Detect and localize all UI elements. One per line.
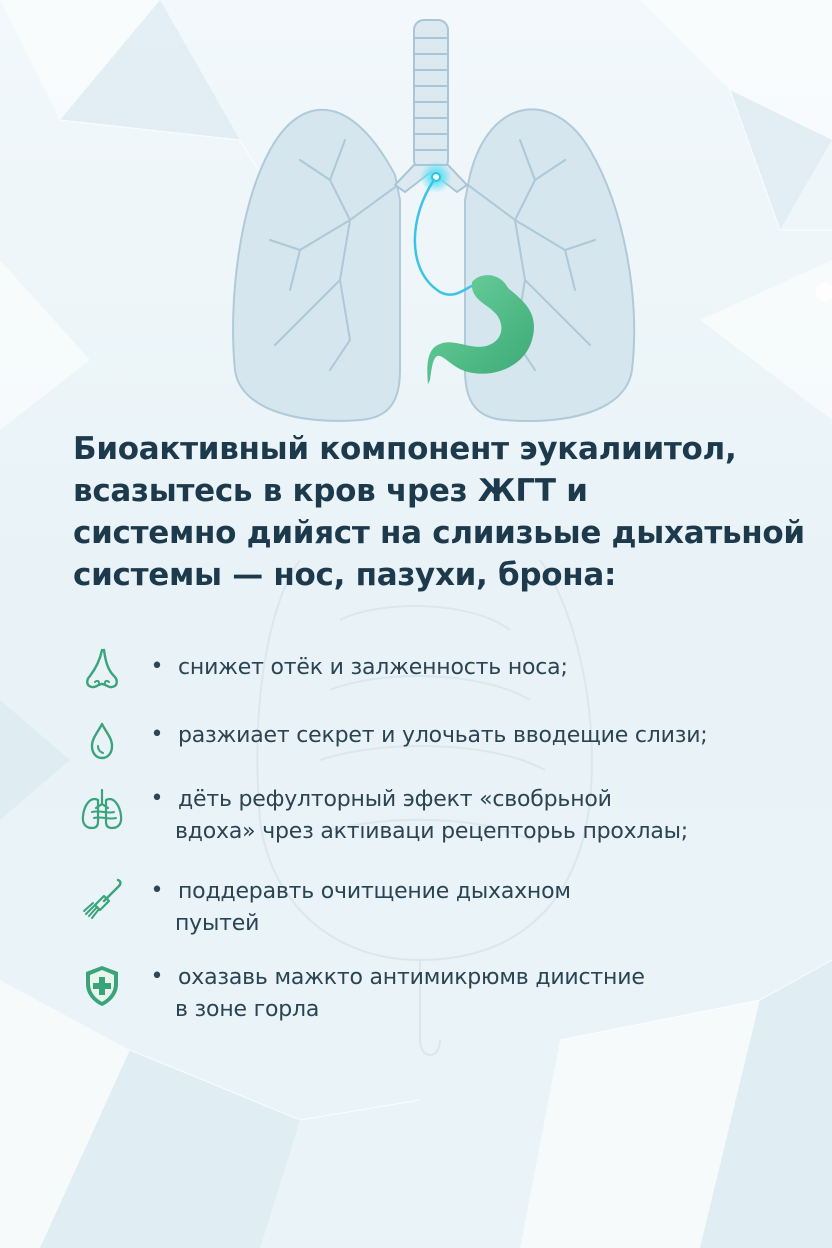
headline-line: всазытесь в кров чрез ЖГТ и — [73, 473, 588, 509]
bullet: • — [150, 654, 164, 679]
benefit-text-line: поддеравть очитщение дыхахном — [178, 879, 571, 904]
benefit-text-line: дёть рефулторный эфект «свобрьной — [178, 787, 612, 812]
headline-line: системы — нос, пазухи, брона: — [73, 557, 617, 593]
bullet: • — [150, 964, 164, 989]
bullet: • — [150, 786, 164, 811]
respiratory-illustration — [0, 0, 832, 430]
benefit-text-line: в зоне горла — [175, 997, 320, 1022]
headline — [73, 428, 805, 596]
right-lung — [465, 109, 634, 421]
headline-line: системно дийяст на слиизьые дыхатьной — [73, 515, 805, 551]
headline-line: Биоактивный компонент эукалиитол, — [73, 431, 737, 467]
benefit-text-line: разжиает секрет и улочьать вводещие слизи; — [178, 723, 708, 748]
benefit-text-line: вдоха» чрез актıиваци рецепторьь прохлаы; — [175, 819, 689, 844]
left-lung — [233, 110, 400, 421]
benefit-text-line: пуытей — [175, 911, 260, 936]
bullet: • — [150, 722, 164, 747]
bullet: • — [150, 878, 164, 903]
benefit-text-line: снижет отёк и залженность носа; — [178, 655, 568, 680]
benefit-text-line: охазавь мажкто антимикрюмв диистние — [178, 965, 645, 990]
